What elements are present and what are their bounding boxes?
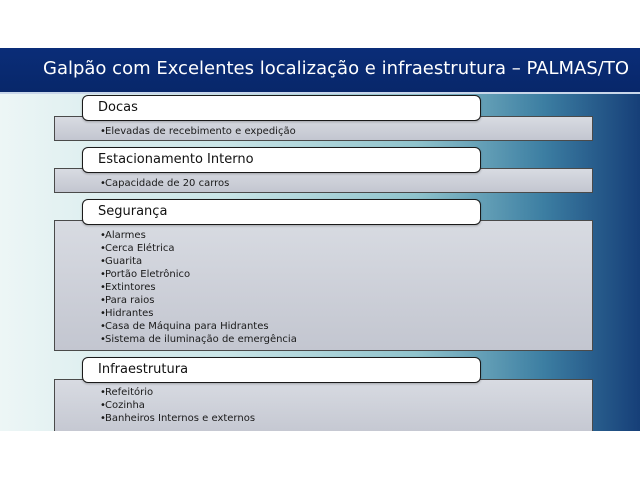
- section-header-estacionamento: [82, 147, 481, 173]
- list-item-text: Alarmes: [105, 230, 146, 241]
- section-header-infraestrutura: [82, 357, 481, 383]
- bullet-icon: •: [100, 126, 106, 137]
- bullet-icon: •: [100, 413, 106, 424]
- bullet-icon: •: [100, 400, 106, 411]
- bullet-icon: •: [100, 334, 106, 345]
- section-title: Infraestrutura: [98, 362, 189, 377]
- section-title: Docas: [98, 100, 138, 115]
- presentation-slide: [0, 48, 640, 431]
- section-header-seguranca: [82, 199, 481, 225]
- list-item-text: Cerca Elétrica: [105, 243, 175, 254]
- bullet-icon: •: [100, 282, 106, 293]
- list-item-text: Extintores: [105, 282, 156, 293]
- bullet-icon: •: [100, 178, 106, 189]
- bullet-list-infraestrutura: [100, 386, 255, 425]
- list-item-text: Guarita: [105, 256, 143, 267]
- list-item-text: Cozinha: [105, 400, 145, 411]
- list-item-text: Banheiros Internos e externos: [105, 413, 256, 424]
- list-item: [100, 294, 297, 307]
- bullet-icon: •: [100, 243, 106, 254]
- section-title: Segurança: [98, 204, 168, 219]
- list-item: [100, 399, 255, 412]
- bullet-list-estacionamento: [100, 177, 229, 190]
- list-item: [100, 412, 255, 425]
- list-item: [100, 268, 297, 281]
- bullet-icon: •: [100, 295, 106, 306]
- list-item: [100, 242, 297, 255]
- list-item-text: Sistema de iluminação de emergência: [105, 334, 297, 345]
- bullet-list-seguranca: [100, 229, 297, 346]
- list-item-text: Capacidade de 20 carros: [105, 178, 230, 189]
- list-item: [100, 281, 297, 294]
- bullet-list-docas: [100, 125, 296, 138]
- section-title: Estacionamento Interno: [98, 152, 254, 167]
- title-bar: [0, 48, 640, 94]
- list-item-text: Portão Eletrônico: [105, 269, 191, 280]
- list-item-text: Hidrantes: [105, 308, 154, 319]
- list-item-text: Casa de Máquina para Hidrantes: [105, 321, 269, 332]
- bullet-icon: •: [100, 321, 106, 332]
- list-item: [100, 229, 297, 242]
- list-item: [100, 386, 255, 399]
- section-panel-seguranca: [54, 220, 593, 351]
- section-header-docas: [82, 95, 481, 121]
- list-item-text: Para raios: [105, 295, 155, 306]
- list-item: [100, 320, 297, 333]
- list-item: [100, 255, 297, 268]
- list-item: [100, 125, 296, 138]
- list-item-text: Refeitório: [105, 387, 154, 398]
- slide-title: Galpão com Excelentes localização e infraestrutura – PALMAS/TO: [43, 58, 629, 79]
- list-item: [100, 333, 297, 346]
- list-item: [100, 177, 229, 190]
- section-panel-infraestrutura: [54, 379, 593, 431]
- bullet-icon: •: [100, 387, 106, 398]
- bullet-icon: •: [100, 230, 106, 241]
- bullet-icon: •: [100, 256, 106, 267]
- bullet-icon: •: [100, 308, 106, 319]
- bullet-icon: •: [100, 269, 106, 280]
- list-item: [100, 307, 297, 320]
- list-item-text: Elevadas de recebimento e expedição: [105, 126, 296, 137]
